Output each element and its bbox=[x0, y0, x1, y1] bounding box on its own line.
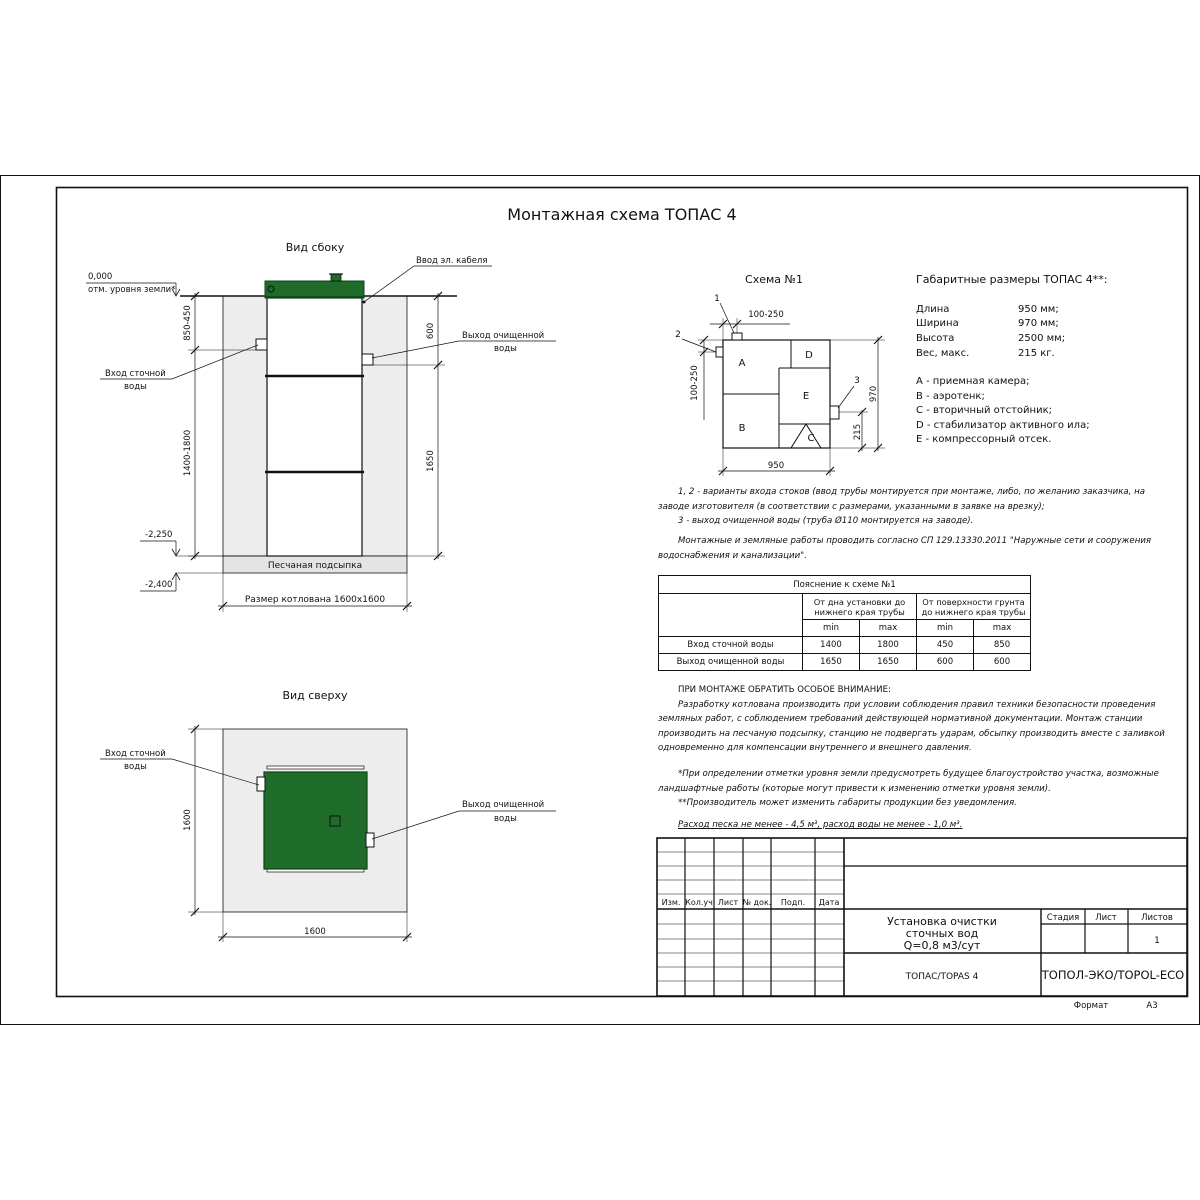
dim-row-value: 970 мм; bbox=[1018, 318, 1059, 329]
note-line: одновременно для компенсации внутреннего и внешнего давления. bbox=[658, 743, 972, 753]
table-head-max: max bbox=[860, 620, 917, 637]
explanation-table bbox=[658, 575, 1031, 671]
tb-company: ТОПОЛ-ЭКО/TOPOL-ECO bbox=[1041, 968, 1185, 982]
scheme-caption: Схема №1 bbox=[745, 273, 803, 286]
tb-stage: Стадия bbox=[1046, 913, 1080, 923]
tb-col-podp: Подп. bbox=[780, 898, 806, 907]
table-group-2: От поверхности грунта до нижнего края трубы bbox=[917, 594, 1031, 620]
chamber-d: D bbox=[805, 350, 813, 361]
format-value: А3 bbox=[1146, 1001, 1158, 1011]
scheme-1 bbox=[675, 273, 885, 476]
format-label: Формат bbox=[1073, 1001, 1109, 1011]
top-view bbox=[100, 689, 556, 942]
note-line: 3 - выход очищенной воды (труба Ø110 монтируется на заводе). bbox=[678, 516, 974, 526]
dim-row-value: 2500 мм; bbox=[1018, 333, 1066, 344]
side-inlet-label-1: Вход сточной bbox=[105, 369, 166, 379]
note-line: *При определении отметки уровня земли предусмотреть будущее благоустройство участка, возможные bbox=[678, 769, 1159, 779]
tb-sheet: Лист bbox=[1095, 913, 1117, 923]
scheme-dim-outlet: 215 bbox=[853, 423, 863, 441]
tb-col-doc: № док. bbox=[742, 898, 772, 907]
table-corner bbox=[659, 594, 803, 637]
note-line: 1, 2 - варианты входа стоков (ввод трубы монтируется при монтаже, либо, по желанию заказчика, на bbox=[678, 487, 1146, 497]
top-outlet-pipe bbox=[366, 833, 374, 847]
vent-cap bbox=[331, 274, 341, 281]
dim-row-label: Ширина bbox=[916, 318, 959, 329]
top-outlet-label-2: воды bbox=[494, 814, 517, 824]
table-cell: 600 bbox=[974, 654, 1031, 671]
top-inlet-label-2: воды bbox=[124, 762, 147, 772]
tank-lid bbox=[265, 281, 364, 298]
note-line: ландшафтные работы (которые могут привести к изменению отметки уровня земли). bbox=[658, 783, 1051, 794]
side-view bbox=[86, 241, 556, 612]
dim-outlet-depth: 600 bbox=[426, 322, 436, 340]
top-tank-lid bbox=[264, 772, 367, 869]
tb-product: ТОПАС/TOPAS 4 bbox=[905, 972, 979, 982]
table-cell: 1650 bbox=[860, 654, 917, 671]
inlet-pipe bbox=[256, 339, 267, 350]
note-line: земляных работ, с соблюдением требований действующей нормативной документации. Монтаж станции bbox=[658, 714, 1143, 724]
side-outlet-label-2: воды bbox=[494, 344, 517, 354]
chamber-b: B bbox=[738, 423, 746, 434]
chamber-c: C bbox=[807, 433, 815, 444]
table-cell: 1650 bbox=[803, 654, 860, 671]
legend-item: А - приемная камера; bbox=[916, 376, 1030, 387]
tb-sheets: Листов bbox=[1141, 913, 1173, 923]
table-cell: 850 bbox=[974, 637, 1031, 654]
table-cell: 1800 bbox=[860, 637, 917, 654]
marker-1: 1 bbox=[714, 294, 720, 304]
top-dim-side: 1600 bbox=[183, 809, 193, 831]
drawing-title: Монтажная схема ТОПАС 4 bbox=[507, 205, 737, 224]
top-view-caption: Вид сверху bbox=[282, 689, 348, 702]
sand-bed-label: Песчаная подсыпка bbox=[267, 561, 363, 571]
note-line: производить на песчаную подсыпку, станцию не подвергать ударам, обсыпку производить вместе с заливкой bbox=[658, 728, 1165, 739]
ground-level-value: 0,000 bbox=[88, 272, 113, 282]
scheme-pipe-2 bbox=[716, 347, 723, 357]
cable-entry-label: Ввод эл. кабеля bbox=[416, 256, 488, 266]
pit-size-label: Размер котлована 1600х1600 bbox=[244, 595, 386, 605]
note-line: **Производитель может изменить габариты продукции без уведомления. bbox=[678, 798, 1017, 808]
notes-attention bbox=[658, 683, 1178, 756]
tb-name-1: Установка очистки bbox=[887, 915, 997, 928]
chamber-a: A bbox=[738, 358, 746, 369]
level-bottom: -2,250 bbox=[145, 530, 173, 540]
top-inlet-label-1: Вход сточной bbox=[105, 749, 166, 759]
consumption-note: Расход песка не менее - 4,5 м³, расход воды не менее - 1,0 м³. bbox=[678, 820, 963, 830]
table-head-min: min bbox=[803, 620, 860, 637]
scheme-dim-top: 100-250 bbox=[748, 310, 784, 320]
side-inlet-label-2: воды bbox=[124, 382, 147, 392]
top-outlet-label-1: Выход очищенной bbox=[462, 800, 545, 810]
note-line: водоснабжения и канализации". bbox=[658, 550, 807, 561]
scheme-dim-width: 950 bbox=[767, 461, 785, 471]
table-head-max: max bbox=[974, 620, 1031, 637]
notes-works bbox=[658, 534, 1158, 563]
dimensions-block bbox=[916, 273, 1108, 445]
marker-3: 3 bbox=[854, 376, 860, 386]
dim-row-value: 215 кг. bbox=[1018, 348, 1055, 359]
legend-item: С - вторичный отстойник; bbox=[916, 405, 1052, 416]
table-cell: 450 bbox=[917, 637, 974, 654]
table-head-min: min bbox=[917, 620, 974, 637]
table-row bbox=[659, 654, 1031, 671]
tb-col-list: Лист bbox=[717, 898, 739, 907]
dimensions-title: Габаритные размеры ТОПАС 4**: bbox=[916, 273, 1108, 286]
dim-row-label: Высота bbox=[916, 333, 955, 344]
tb-name-3: Q=0,8 м3/сут bbox=[903, 939, 981, 952]
table-cell: 600 bbox=[917, 654, 974, 671]
note-line: Монтажные и земляные работы проводить согласно СП 129.13330.2011 "Наружные сети и сооружения bbox=[678, 536, 1152, 546]
scheme-dim-left: 100-250 bbox=[690, 365, 700, 401]
notes-footnotes bbox=[658, 767, 1178, 811]
table-cell: 1400 bbox=[803, 637, 860, 654]
table-group-1: От дна установки до нижнего края трубы bbox=[803, 594, 917, 620]
legend-item: В - аэротенк; bbox=[916, 391, 985, 402]
level-pit: -2,400 bbox=[145, 580, 173, 590]
dim-row-label: Вес, макс. bbox=[916, 348, 970, 359]
tb-sheets-value: 1 bbox=[1154, 936, 1160, 946]
title-block-text bbox=[662, 898, 1185, 1011]
dim-inlet-depth: 850-450 bbox=[183, 305, 193, 341]
outlet-pipe bbox=[362, 354, 373, 365]
tb-name-2: сточных вод bbox=[905, 927, 979, 940]
tb-col-kol: Кол.уч bbox=[685, 898, 713, 907]
legend-item: Е - компрессорный отсек. bbox=[916, 434, 1052, 445]
table-cell: Выход очищенной воды bbox=[659, 654, 803, 671]
notes-variants bbox=[658, 485, 1158, 529]
table-cell: Вход сточной воды bbox=[659, 637, 803, 654]
dim-inlet-height: 1400-1800 bbox=[183, 429, 193, 477]
tank-body bbox=[267, 298, 362, 556]
marker-2: 2 bbox=[675, 330, 681, 340]
table-row bbox=[659, 637, 1031, 654]
chamber-e: E bbox=[802, 391, 810, 402]
scheme-pipe-3 bbox=[830, 406, 839, 419]
table-caption: Пояснение к схеме №1 bbox=[659, 576, 1031, 594]
top-inlet-pipe bbox=[257, 777, 265, 791]
top-dim-bottom: 1600 bbox=[304, 927, 326, 937]
tb-col-date: Дата bbox=[818, 898, 840, 907]
dim-row-value: 950 мм; bbox=[1018, 304, 1059, 315]
scheme-dim-height: 970 bbox=[869, 385, 879, 403]
tb-col-izm: Изм. bbox=[661, 898, 681, 907]
dim-row-label: Длина bbox=[916, 304, 950, 315]
dim-outlet-height: 1650 bbox=[426, 450, 436, 472]
ground-level-label: отм. уровня земли* bbox=[88, 285, 176, 295]
scheme-pipe-1 bbox=[732, 333, 742, 340]
side-view-caption: Вид сбоку bbox=[285, 241, 345, 254]
note-line: Разработку котлована производить при условии соблюдения правил техники безопасности проведения bbox=[678, 699, 1156, 710]
side-outlet-label-1: Выход очищенной bbox=[462, 331, 545, 341]
legend-item: D - стабилизатор активного ила; bbox=[916, 420, 1090, 431]
attention-title: ПРИ МОНТАЖЕ ОБРАТИТЬ ОСОБОЕ ВНИМАНИЕ: bbox=[678, 685, 891, 695]
note-line: заводе изготовителя (в соответствии с размерами, указанными в заявке на врезку); bbox=[658, 501, 1045, 512]
